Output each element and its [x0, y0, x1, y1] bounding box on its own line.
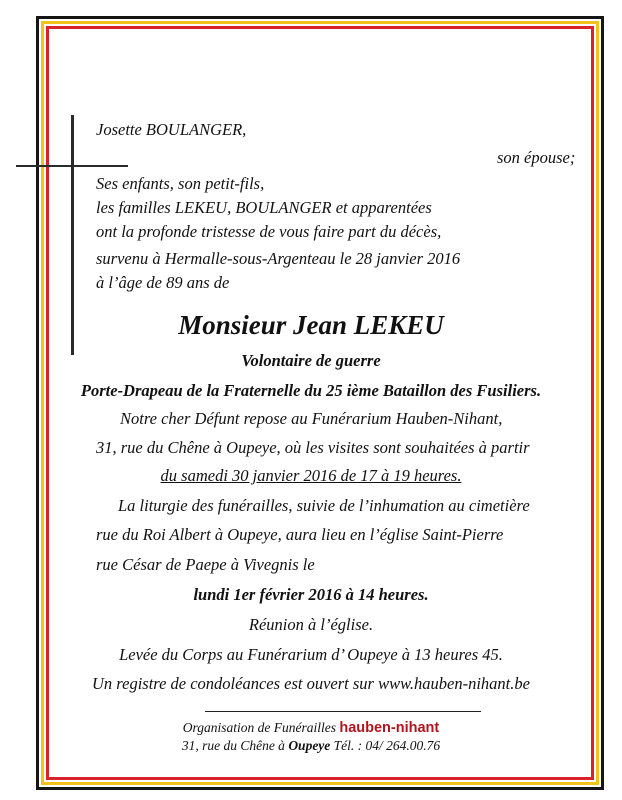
funeral-meeting: Réunion à l’église.: [248, 615, 374, 634]
family-line: ont la profonde tristesse de vous faire part du décès,: [96, 222, 442, 241]
funeral-line: rue César de Paepe à Vivegnis le: [96, 555, 315, 574]
footer-address: [40, 737, 582, 754]
family-line: à l’âge de 89 ans de: [96, 273, 230, 292]
footer-town: Oupeye: [288, 738, 331, 753]
spouse-name: Josette BOULANGER,: [96, 120, 247, 139]
visits-line: 31, rue du Chêne à Oupeye, où les visites sont souhaitées à partir: [96, 438, 530, 457]
footer-address-prefix: 31, rue du Chêne à: [181, 738, 285, 753]
family-line: survenu à Hermalle-sous-Argenteau le 28 janvier 2016: [96, 249, 461, 268]
brand-name: hauben-nihant: [339, 720, 440, 736]
footer-organisation: [40, 719, 582, 737]
spouse-role: son épouse;: [497, 148, 576, 167]
cross-horizontal-bar: [16, 165, 128, 167]
footer-separator: [205, 711, 481, 712]
condolence-register: Un registre de condoléances est ouvert sur www.hauben-nihant.be: [92, 674, 530, 693]
visits-line: Notre cher Défunt repose au Funérarium Hauben-Nihant,: [120, 409, 503, 428]
deceased-title: Porte-Drapeau de la Fraternelle du 25 ième Bataillon des Fusiliers.: [80, 381, 542, 400]
funeral-line: rue du Roi Albert à Oupeye, aura lieu en l’église Saint-Pierre: [96, 525, 504, 544]
funeral-line: La liturgie des funérailles, suivie de l’inhumation au cimetière: [118, 496, 530, 515]
family-line: Ses enfants, son petit-fils,: [96, 174, 265, 193]
footer-org-prefix: Organisation de Funérailles: [182, 720, 336, 735]
deceased-name: Monsieur Jean LEKEU: [178, 310, 444, 340]
funeral-date: lundi 1er février 2016 à 14 heures.: [193, 585, 429, 604]
deceased-title: Volontaire de guerre: [241, 351, 381, 370]
visits-date: du samedi 30 janvier 2016 de 17 à 19 heures.: [160, 466, 462, 485]
footer-phone: Tél. : 04/ 264.00.76: [333, 738, 441, 753]
funeral-levee: Levée du Corps au Funérarium d’ Oupeye à 13 heures 45.: [119, 645, 503, 664]
family-line: les familles LEKEU, BOULANGER et apparentées: [96, 198, 432, 217]
